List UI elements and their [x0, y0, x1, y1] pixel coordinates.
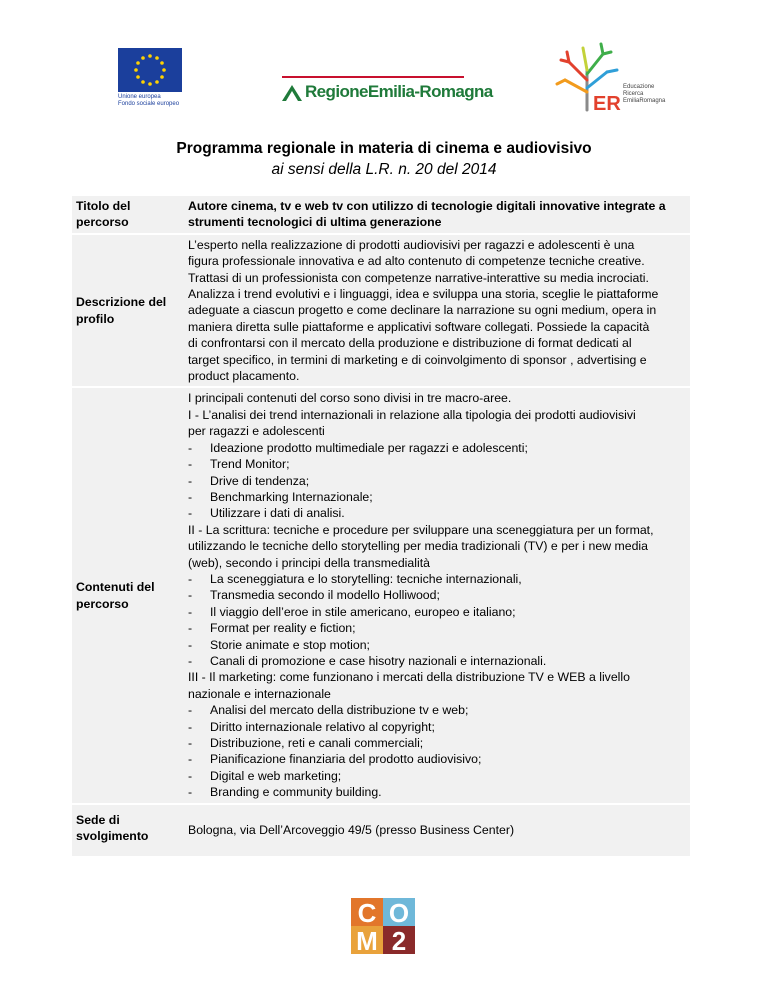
region-logo-rule — [282, 76, 464, 78]
list-item: - Branding e community building. — [188, 785, 382, 800]
list-item: - Distribuzione, reti e canali commerciali; — [188, 736, 424, 750]
logo-bar — [0, 40, 768, 120]
row-label-titolo: Titolo del percorso — [72, 196, 184, 233]
venue: Bologna, via Dell’Arcoveggio 49/5 (presso Business Center) — [184, 805, 690, 856]
list-item: - Utilizzare i dati di analisi. — [188, 506, 345, 521]
page-title: Programma regionale in materia di cinema e audiovisivo — [176, 140, 592, 157]
list-item: - Digital e web marketing; — [188, 768, 342, 783]
list-item: - Benchmarking Internazionale; — [188, 489, 373, 504]
com2-digit-2: 2 — [391, 926, 407, 954]
table-row — [72, 805, 690, 856]
page-subtitle: ai sensi della L.R. n. 20 del 2014 — [271, 161, 497, 178]
region-name: RegioneEmilia-Romagna — [305, 82, 493, 101]
list-item: - Pianificazione finanziaria del prodotto audiovisivo; — [188, 752, 482, 767]
list-item: - Trend Monitor; — [188, 457, 290, 472]
com2-letter-m: M — [356, 926, 378, 954]
course-contents: I principali contenuti del corso sono divisi in tre macro-aree. I - L’analisi dei trend internazionali in relazione alla tipologia dei prodotti audiovisivi per ragazzi e adolescenti - Ideazione prodotto multimediale per ragazzi e adolescenti; - Trend Monitor; - Drive di tendenza; - Benchmarking Internazionale; - Utilizzare i dati di analisi. II - La scrittura: tecniche e procedure per sviluppare una sceneggiatura per un format, utilizzando le tecniche dello storytelling per media tradizionali (TV) e per i new media (web), secondo i principi della transmedialità - La sceneggiatura e lo storytelling: tecniche internazionali, - Transmedia secondo il modello Holliwood; - Il viaggio dell’eroe in stile americano, europeo e italiano; - Format per reality e fiction; - Storie animate e stop motion; - Canali di promozione e case hisotry nazionali e internazionali. III - Il marketing: come funzionano i mercati della distribuzione TV e WEB a livello nazionale e internazionale - Analisi del mercato della distribuzione tv e web; - Diritto internazionale relativo al copyright; - Distribuzione, reti e canali commerciali; - Pianificazione finanziaria del prodotto audiovisivo; - Digital e web marketing; - Branding e community building. — [184, 388, 690, 802]
list-item: - Canali di promozione e case hisotry nazionali e internazionali. — [188, 653, 547, 668]
list-item: - Analisi del mercato della distribuzione tv e web; — [188, 703, 469, 718]
eu-logo — [118, 48, 182, 108]
list-item: - Transmedia secondo il modello Holliwood; — [188, 588, 440, 603]
profile-description: L’esperto nella realizzazione di prodotti audiovisivi per ragazzi e adolescenti è una figura professionale innovativa e ad alto contenuto di competenze tecniche creative. Trattasi di un professionista con competenze narrative-interattive su media incrociati. Analizza i trend evolutivi e i linguaggi, idea e sviluppa una storia, sceglie le piattaforme adeguate a ciascun progetto e come declinare la narrazione su ogni medium, opera in maniera diretta sulle piattaforme e applicativi software collegati. Possiede la capacità di confrontarsi con il mercato della produzione e distribuzione di format dedicati al target specifico, in termini di marketing e di coinvolgimento di sponsor , advertising e product placamento. — [184, 235, 690, 387]
list-item: - Storie animate e stop motion; — [188, 637, 370, 652]
er-logo — [553, 40, 666, 117]
eu-caption: Unione europea Fondo sociale europeo — [118, 94, 180, 107]
com2-logo — [351, 898, 415, 954]
list-item: - Ideazione prodotto multimediale per ragazzi e adolescenti; — [188, 440, 528, 455]
er-tree-icon — [553, 40, 623, 112]
list-item: - Il viaggio dell’eroe in stile americano, europeo e italiano; — [188, 604, 516, 619]
course-title: Autore cinema, tv e web tv con utilizzo di tecnologie digitali innovative integrate a strumenti tecnologici di ultima generazione — [184, 196, 690, 233]
table-row — [72, 235, 690, 387]
course-info-table — [72, 194, 690, 858]
eu-flag-icon — [118, 48, 182, 92]
table-row — [72, 388, 690, 802]
list-item: - La sceneggiatura e lo storytelling: tecniche internazionali, — [188, 571, 522, 586]
table-row — [72, 196, 690, 233]
list-item: - Format per reality e fiction; — [188, 621, 356, 636]
row-label-sede: Sede di svolgimento — [72, 805, 184, 856]
er-letters: ER — [593, 93, 621, 112]
region-logo — [282, 82, 493, 102]
row-label-contenuti: Contenuti del percorso — [72, 388, 184, 802]
com2-letter-c: C — [357, 898, 377, 928]
document-header — [0, 140, 768, 179]
region-mark-icon — [282, 83, 302, 101]
list-item: - Drive di tendenza; — [188, 473, 310, 488]
list-item: - Diritto internazionale relativo al copyright; — [188, 719, 435, 734]
er-caption: Educazione Ricerca EmiliaRomagna — [623, 84, 666, 104]
com2-letter-o: O — [388, 898, 410, 928]
row-label-descrizione: Descrizione del profilo — [72, 235, 184, 387]
